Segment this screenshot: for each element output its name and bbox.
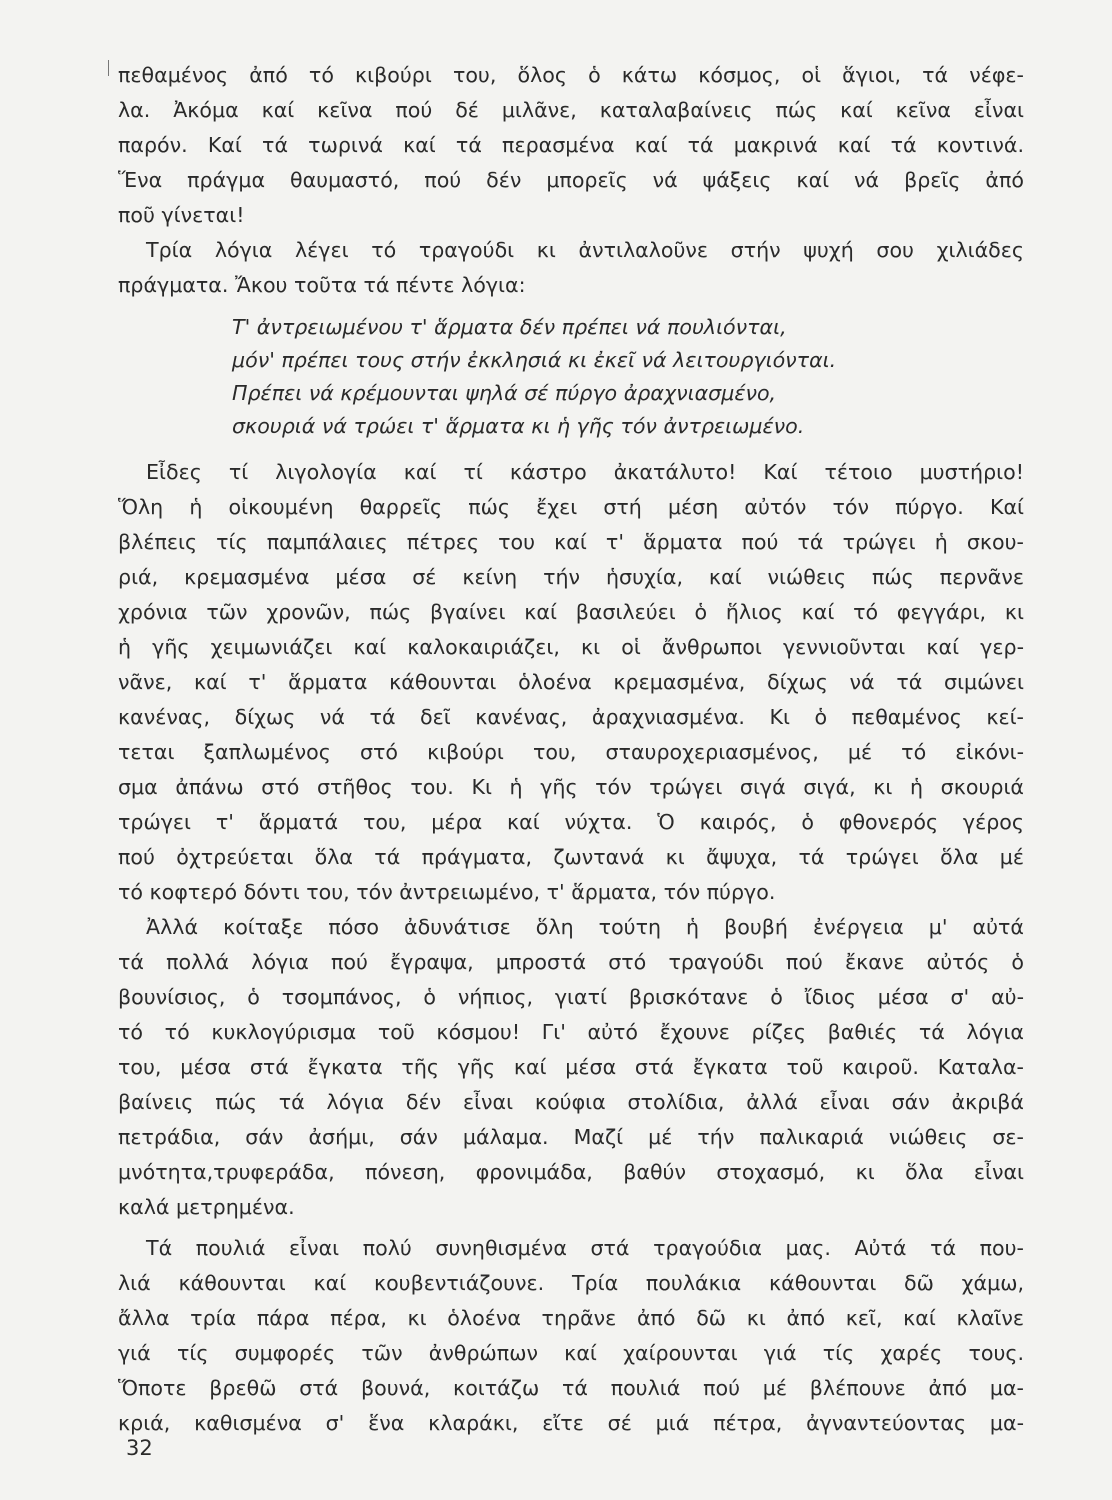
- text-line: Ἀλλά κοίταξε πόσο ἀδυνάτισε ὅλη τούτη ἡ βουβή ἐνέργεια μ' αὐτά: [146, 915, 1024, 939]
- paragraph-1: [118, 58, 1024, 233]
- verse-quote: [118, 311, 1024, 443]
- text-line: λιά κάθουνται καί κουβεντιάζουνε. Τρία πουλάκια κάθουνται δῶ χάμω,: [118, 1271, 1024, 1295]
- text-line: βλέπεις τίς παμπάλαιες πέτρες του καί τ' ἅρματα πού τά τρώγει ἡ σκου-: [118, 530, 1024, 554]
- text-line: χρόνια τῶν χρονῶν, πώς βγαίνει καί βασιλεύει ὁ ἥλιος καί τό φεγγάρι, κι: [118, 600, 1024, 624]
- paragraph-5: [118, 1231, 1024, 1441]
- paragraph-4: [118, 910, 1024, 1225]
- text-line: ἡ γῆς χειμωνιάζει καί καλοκαιριάζει, κι οἱ ἄνθρωποι γεννιοῦνται καί γερ-: [118, 635, 1024, 659]
- verse-line: Πρέπει νά κρέμουνται ψηλά σέ πύργο ἀραχνιασμένο,: [232, 381, 777, 405]
- text-line: πετράδια, σάν ἀσήμι, σάν μάλαμα. Μαζί μέ τήν παλικαριά νιώθεις σε-: [118, 1125, 1024, 1149]
- text-line: τό τό κυκλογύρισμα τοῦ κόσμου! Γι' αὐτό ἔχουνε ρίζες βαθιές τά λόγια: [118, 1020, 1024, 1044]
- text-line: του, μέσα στά ἔγκατα τῆς γῆς καί μέσα στά ἔγκατα τοῦ καιροῦ. Καταλα-: [118, 1055, 1024, 1079]
- text-line: γιά τίς συμφορές τῶν ἀνθρώπων καί χαίρουνται γιά τίς χαρές τους.: [118, 1341, 1024, 1365]
- text-line: πού ὀχτρεύεται ὅλα τά πράγματα, ζωντανά κι ἄψυχα, τά τρώγει ὅλα μέ: [118, 845, 1024, 869]
- text-line: βαίνεις πώς τά λόγια δέν εἶναι κούφια στολίδια, ἀλλά εἶναι σάν ἀκριβά: [118, 1090, 1024, 1114]
- text-line: ἄλλα τρία πάρα πέρα, κι ὁλοένα τηρᾶνε ἀπό δῶ κι ἀπό κεῖ, καί κλαῖνε: [118, 1306, 1024, 1330]
- text-line: λα. Ἀκόμα καί κεῖνα πού δέ μιλᾶνε, καταλαβαίνεις πώς καί κεῖνα εἶναι: [118, 98, 1024, 122]
- body-text: [118, 58, 1024, 1441]
- text-line: πεθαμένος ἀπό τό κιβούρι του, ὅλος ὁ κάτω κόσμος, οἱ ἅγιοι, τά νέφε-: [118, 63, 1024, 87]
- text-line: τεται ξαπλωμένος στό κιβούρι του, σταυροχεριασμένος, μέ τό εἰκόνι-: [118, 740, 1024, 764]
- text-line: τά πολλά λόγια πού ἔγραψα, μπροστά στό τραγούδι πού ἔκανε αὐτός ὁ: [118, 950, 1024, 974]
- text-line: ριά, κρεμασμένα μέσα σέ κείνη τήν ἡσυχία, καί νιώθεις πώς περνᾶνε: [118, 565, 1024, 589]
- text-line: Ὅλη ἡ οἰκουμένη θαρρεῖς πώς ἔχει στή μέση αὐτόν τόν πύργο. Καί: [118, 495, 1024, 519]
- verse-line: μόν' πρέπει τους στήν ἐκκλησιά κι ἐκεῖ νά λειτουργιόνται.: [232, 348, 837, 372]
- text-line: νᾶνε, καί τ' ἅρματα κάθουνται ὁλοένα κρεμασμένα, δίχως νά τά σιμώνει: [118, 670, 1024, 694]
- text-line: βουνίσιος, ὁ τσομπάνος, ὁ νήπιος, γιατί βρισκότανε ὁ ἴδιος μέσα σ' αὐ-: [118, 985, 1024, 1009]
- text-line: Ὅποτε βρεθῶ στά βουνά, κοιτάζω τά πουλιά πού μέ βλέπουνε ἀπό μα-: [118, 1376, 1024, 1400]
- text-line: καλά μετρημένα.: [118, 1195, 295, 1219]
- verse-line: Τ' ἀντρειωμένου τ' ἅρματα δέν πρέπει νά πουλιόνται,: [232, 315, 787, 339]
- text-line: σμα ἀπάνω στό στῆθος του. Κι ἡ γῆς τόν τρώγει σιγά σιγά, κι ἡ σκουριά: [118, 775, 1024, 799]
- page-number: 32: [126, 1436, 153, 1460]
- paragraph-2: [118, 233, 1024, 303]
- text-line: παρόν. Καί τά τωρινά καί τά περασμένα καί τά μακρινά καί τά κοντινά.: [118, 133, 1024, 157]
- paragraph-3: [118, 455, 1024, 910]
- text-line: πράγματα. Ἄκου τοῦτα τά πέντε λόγια:: [118, 273, 526, 297]
- text-line: τό κοφτερό δόντι του, τόν ἀντρειωμένο, τ' ἅρματα, τόν πύργο.: [118, 880, 776, 904]
- text-line: ποῦ γίνεται!: [118, 203, 245, 227]
- text-line: κανένας, δίχως νά τά δεῖ κανένας, ἀραχνιασμένα. Κι ὁ πεθαμένος κεί-: [118, 705, 1024, 729]
- text-line: Τρία λόγια λέγει τό τραγούδι κι ἀντιλαλοῦνε στήν ψυχή σου χιλιάδες: [146, 238, 1024, 262]
- text-line: Εἶδες τί λιγολογία καί τί κάστρο ἀκατάλυτο! Καί τέτοιο μυστήριο!: [146, 460, 1024, 484]
- text-line: τρώγει τ' ἅρματά του, μέρα καί νύχτα. Ὁ καιρός, ὁ φθονερός γέρος: [118, 810, 1024, 834]
- text-line: κριά, καθισμένα σ' ἕνα κλαράκι, εἴτε σέ μιά πέτρα, ἀγναντεύοντας μα-: [118, 1411, 1024, 1435]
- text-line: μνότητα,τρυφεράδα, πόνεση, φρονιμάδα, βαθύν στοχασμό, κι ὅλα εἶναι: [118, 1160, 1024, 1184]
- margin-mark: [108, 60, 109, 76]
- text-line: Τά πουλιά εἶναι πολύ συνηθισμένα στά τραγούδια μας. Αὐτά τά που-: [146, 1236, 1024, 1260]
- verse-line: σκουριά νά τρώει τ' ἅρματα κι ἡ γῆς τόν ἀντρειωμένο.: [232, 414, 805, 438]
- text-line: Ἕνα πράγμα θαυμαστό, πού δέν μπορεῖς νά ψάξεις καί νά βρεῖς ἀπό: [118, 168, 1024, 192]
